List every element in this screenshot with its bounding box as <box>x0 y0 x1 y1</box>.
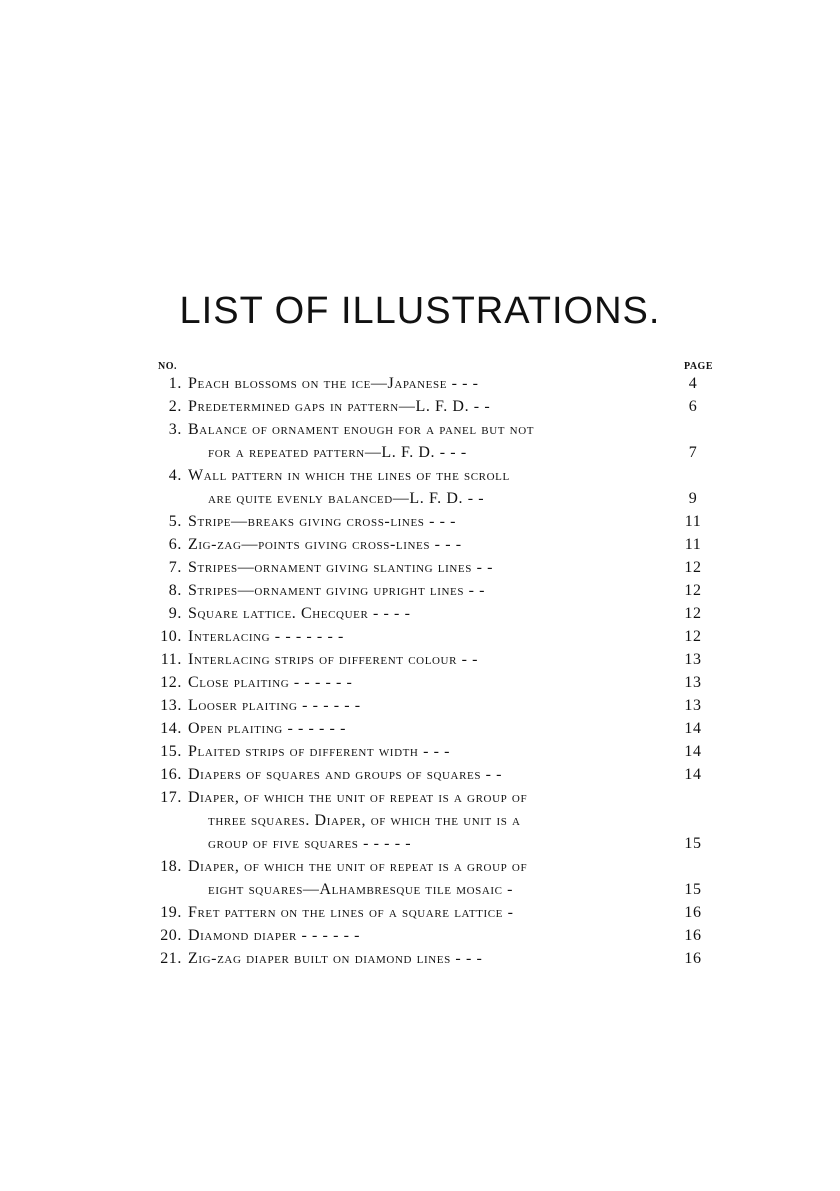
entry-page-number: 12 <box>684 628 702 645</box>
list-item <box>158 510 713 533</box>
entry-caption <box>188 510 667 533</box>
entry-caption <box>188 671 667 694</box>
entry-caption <box>188 418 667 464</box>
entry-number: 16. <box>160 766 182 783</box>
illustrations-list <box>158 352 713 970</box>
entry-caption-line: Stripes—ornament giving upright lines - - <box>188 582 486 599</box>
list-item <box>158 763 713 786</box>
entry-caption <box>188 372 667 395</box>
page-column-label: PAGE <box>683 361 713 372</box>
entry-caption <box>188 694 667 717</box>
entry-caption-line: Predetermined gaps in pattern—L. F. D. - - <box>188 398 491 415</box>
entry-number: 3. <box>168 421 182 438</box>
list-item <box>158 464 713 510</box>
entry-caption-line: Stripe—breaks giving cross-lines - - - <box>188 513 457 530</box>
list-item <box>158 602 713 625</box>
entry-page-number: 13 <box>684 674 702 691</box>
entry-number: 11. <box>160 651 182 668</box>
entry-caption-line: Interlacing strips of different colour - - <box>188 651 479 668</box>
entry-number: 12. <box>160 674 182 691</box>
entry-caption-line: for a repeated pattern—L. F. D. - - - <box>208 444 467 461</box>
entry-number: 18. <box>160 858 182 875</box>
entry-page-number: 13 <box>684 651 702 668</box>
entry-caption-line: Diamond diaper - - - - - - <box>188 927 361 944</box>
entry-caption <box>188 533 667 556</box>
entry-number: 2. <box>168 398 182 415</box>
entry-caption-line: Wall pattern in which the lines of the scroll <box>188 467 510 484</box>
list-item <box>158 855 713 901</box>
entry-page-number: 14 <box>684 743 702 760</box>
entry-caption-line: Diaper, of which the unit of repeat is a group of <box>188 858 528 875</box>
list-item <box>158 671 713 694</box>
entry-page-number: 15 <box>684 881 702 898</box>
list-item <box>158 579 713 602</box>
entry-page-number: 14 <box>684 720 702 737</box>
entry-number: 9. <box>168 605 182 622</box>
entry-number: 6. <box>168 536 182 553</box>
entry-number: 19. <box>160 904 182 921</box>
entry-caption <box>188 717 667 740</box>
list-item <box>158 740 713 763</box>
entry-caption <box>188 763 667 786</box>
list-header <box>158 352 713 372</box>
list-item <box>158 556 713 579</box>
entry-caption <box>188 901 667 924</box>
list-item <box>158 372 713 395</box>
entry-page-number: 9 <box>688 490 698 507</box>
entry-caption-line: Zig-zag diaper built on diamond lines - - - <box>188 950 483 967</box>
entry-number: 4. <box>168 467 182 484</box>
entry-number: 5. <box>168 513 182 530</box>
entry-caption <box>188 602 667 625</box>
entry-number: 13. <box>160 697 182 714</box>
entry-caption-line: three squares. Diaper, of which the unit is a <box>208 812 521 829</box>
entry-page-number: 4 <box>688 375 698 392</box>
entry-number: 1. <box>168 375 182 392</box>
entry-caption <box>188 464 667 510</box>
entry-caption-line: Open plaiting - - - - - - <box>188 720 347 737</box>
entry-caption <box>188 556 667 579</box>
entry-caption <box>188 395 667 418</box>
entry-caption <box>188 855 667 901</box>
entry-caption-line: Zig-zag—points giving cross-lines - - - <box>188 536 462 553</box>
entry-number: 21. <box>160 950 182 967</box>
entry-caption-line: eight squares—Alhambresque tile mosaic - <box>208 881 514 898</box>
entry-caption-line: Balance of ornament enough for a panel but not <box>188 421 535 438</box>
entry-caption-line: Plaited strips of different width - - - <box>188 743 451 760</box>
entry-page-number: 15 <box>684 835 702 852</box>
entry-caption <box>188 947 667 970</box>
entry-page-number: 16 <box>684 927 702 944</box>
entry-number: 10. <box>160 628 182 645</box>
entry-caption-line: Fret pattern on the lines of a square lattice - <box>188 904 514 921</box>
list-item <box>158 786 713 855</box>
entry-number: 20. <box>160 927 182 944</box>
entry-caption-line: Peach blossoms on the ice—Japanese - - - <box>188 375 479 392</box>
entry-caption-line: Diapers of squares and groups of squares - - <box>188 766 503 783</box>
entry-caption-line: group of five squares - - - - - <box>208 835 412 852</box>
entry-number: 8. <box>168 582 182 599</box>
list-item <box>158 924 713 947</box>
list-item <box>158 694 713 717</box>
list-item <box>158 625 713 648</box>
entry-caption <box>188 648 667 671</box>
entry-number: 17. <box>160 789 182 806</box>
entry-page-number: 11 <box>684 536 702 553</box>
entry-caption <box>188 786 667 855</box>
list-item <box>158 648 713 671</box>
entry-page-number: 14 <box>684 766 702 783</box>
entry-page-number: 11 <box>684 513 702 530</box>
entry-caption <box>188 579 667 602</box>
list-item <box>158 395 713 418</box>
entry-page-number: 12 <box>684 559 702 576</box>
list-item <box>158 947 713 970</box>
entry-number: 14. <box>160 720 182 737</box>
entry-caption-line: Stripes—ornament giving slanting lines - - <box>188 559 494 576</box>
entry-caption-line: Diaper, of which the unit of repeat is a group of <box>188 789 528 806</box>
entry-page-number: 7 <box>688 444 698 461</box>
no-column-label: NO. <box>158 361 177 372</box>
entry-caption <box>188 740 667 763</box>
entry-caption <box>188 924 667 947</box>
entry-page-number: 12 <box>684 582 702 599</box>
entry-caption-line: Square lattice. Checquer - - - - <box>188 605 411 622</box>
entry-page-number: 16 <box>684 904 702 921</box>
list-item <box>158 901 713 924</box>
entry-page-number: 6 <box>688 398 698 415</box>
entry-caption-line: Looser plaiting - - - - - - <box>188 697 361 714</box>
list-item <box>158 418 713 464</box>
list-item <box>158 717 713 740</box>
entry-page-number: 16 <box>684 950 702 967</box>
list-item <box>158 533 713 556</box>
page-title: LIST OF ILLUSTRATIONS. <box>179 290 661 332</box>
entries <box>158 372 713 970</box>
entry-number: 7. <box>168 559 182 576</box>
entry-number: 15. <box>160 743 182 760</box>
entry-page-number: 12 <box>684 605 702 622</box>
entry-caption-line: Close plaiting - - - - - - <box>188 674 353 691</box>
entry-caption-line: Interlacing - - - - - - - <box>188 628 344 645</box>
entry-caption <box>188 625 667 648</box>
entry-page-number: 13 <box>684 697 702 714</box>
entry-caption-line: are quite evenly balanced—L. F. D. - - <box>208 490 485 507</box>
